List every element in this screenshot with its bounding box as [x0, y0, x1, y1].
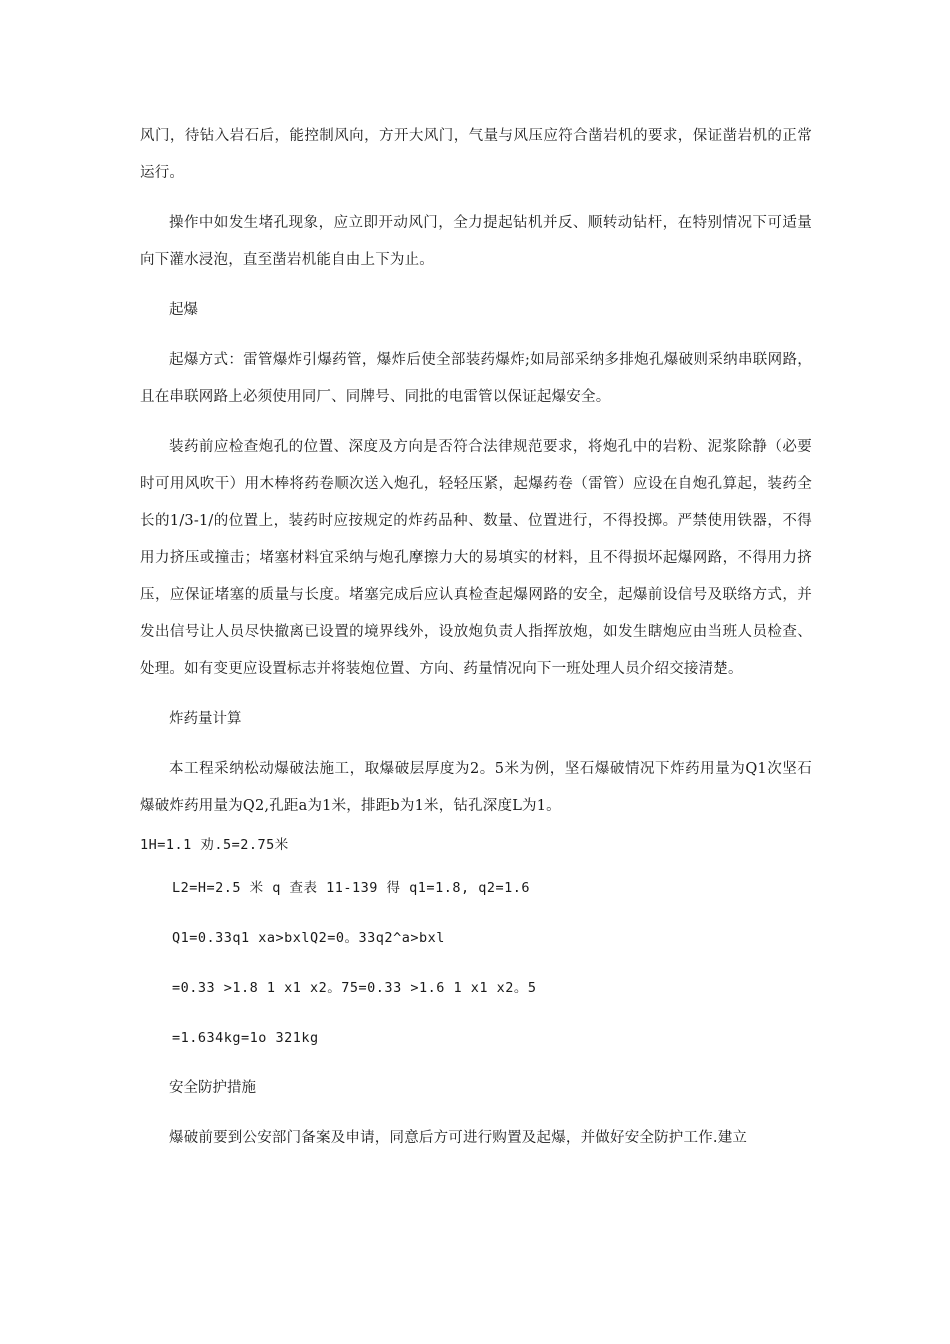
paragraph-safety-measures: 爆破前要到公安部门备案及申请，同意后方可进行购置及起爆，并做好安全防护工作.建立	[169, 1130, 748, 1146]
document-page	[140, 118, 812, 1170]
formula-line-1: 1H=1.1 劝.5=2.75米	[140, 837, 289, 853]
section-heading-charge-calculation: 炸药量计算	[169, 711, 242, 727]
section-heading-detonation: 起爆	[169, 302, 198, 318]
formula-line-3: Q1=0.33q1 xa>bxlQ2=0。33q2^a>bxl	[172, 930, 445, 946]
paragraph-charging-procedure: 装药前应检查炮孔的位置、深度及方向是否符合法律规范要求，将炮孔中的岩粉、泥浆除静（必要时可用风吹干）用木棒将药卷顺次送入炮孔，轻轻压紧，起爆药卷（雷管）应设在自炮孔算起，装药全长的1/3-1/的位置上，装药时应按规定的炸药品种、数量、位置进行，不得投掷。严禁使用铁器，不得用力挤压或撞击；堵塞材料宜采纳与炮孔摩擦力大的易填实的材料，且不得损坏起爆网路，不得用力挤压，应保证堵塞的质量与长度。堵塞完成后应认真检查起爆网路的安全，起爆前设信号及联络方式，并发出信号让人员尽快撤离已设置的境界线外，设放炮负责人指挥放炮，如发生瞎炮应由当班人员检查、处理。如有变更应设置标志并将装炮位置、方向、药量情况向下一班处理人员介绍交接清楚。	[140, 439, 812, 677]
section-heading-safety-measures: 安全防护措施	[169, 1080, 256, 1096]
paragraph-charge-calculation: 本工程采纳松动爆破法施工，取爆破层厚度为2。5米为例，坚石爆破情况下炸药用量为Q1次坚石爆破炸药用量为Q2,孔距a为1米，排距b为1米，钻孔深度L为1。	[140, 761, 812, 814]
formula-line-5: =1.634kg=1o 321kg	[172, 1030, 319, 1046]
formula-line-4: =0.33 >1.8 1 x1 x2。75=0.33 >1.6 1 x1 x2。5	[172, 980, 537, 996]
formula-line-2: L2=H=2.5 米 q 查表 11-139 得 q1=1.8, q2=1.6	[172, 880, 530, 896]
paragraph-detonation-method: 起爆方式：雷管爆炸引爆药管，爆炸后使全部装药爆炸;如局部采纳多排炮孔爆破则采纳串联网路，且在串联网路上必须使用同厂、同牌号、同批的电雷管以保证起爆安全。	[140, 352, 812, 405]
paragraph-air-valve: 风门，待钻入岩石后，能控制风向，方开大风门，气量与风压应符合凿岩机的要求，保证凿岩机的正常运行。	[140, 128, 812, 181]
paragraph-hole-blockage: 操作中如发生堵孔现象，应立即开动风门，全力提起钻机并反、顺转动钻杆，在特别情况下可适量向下灌水浸泡，直至凿岩机能自由上下为止。	[140, 215, 812, 268]
